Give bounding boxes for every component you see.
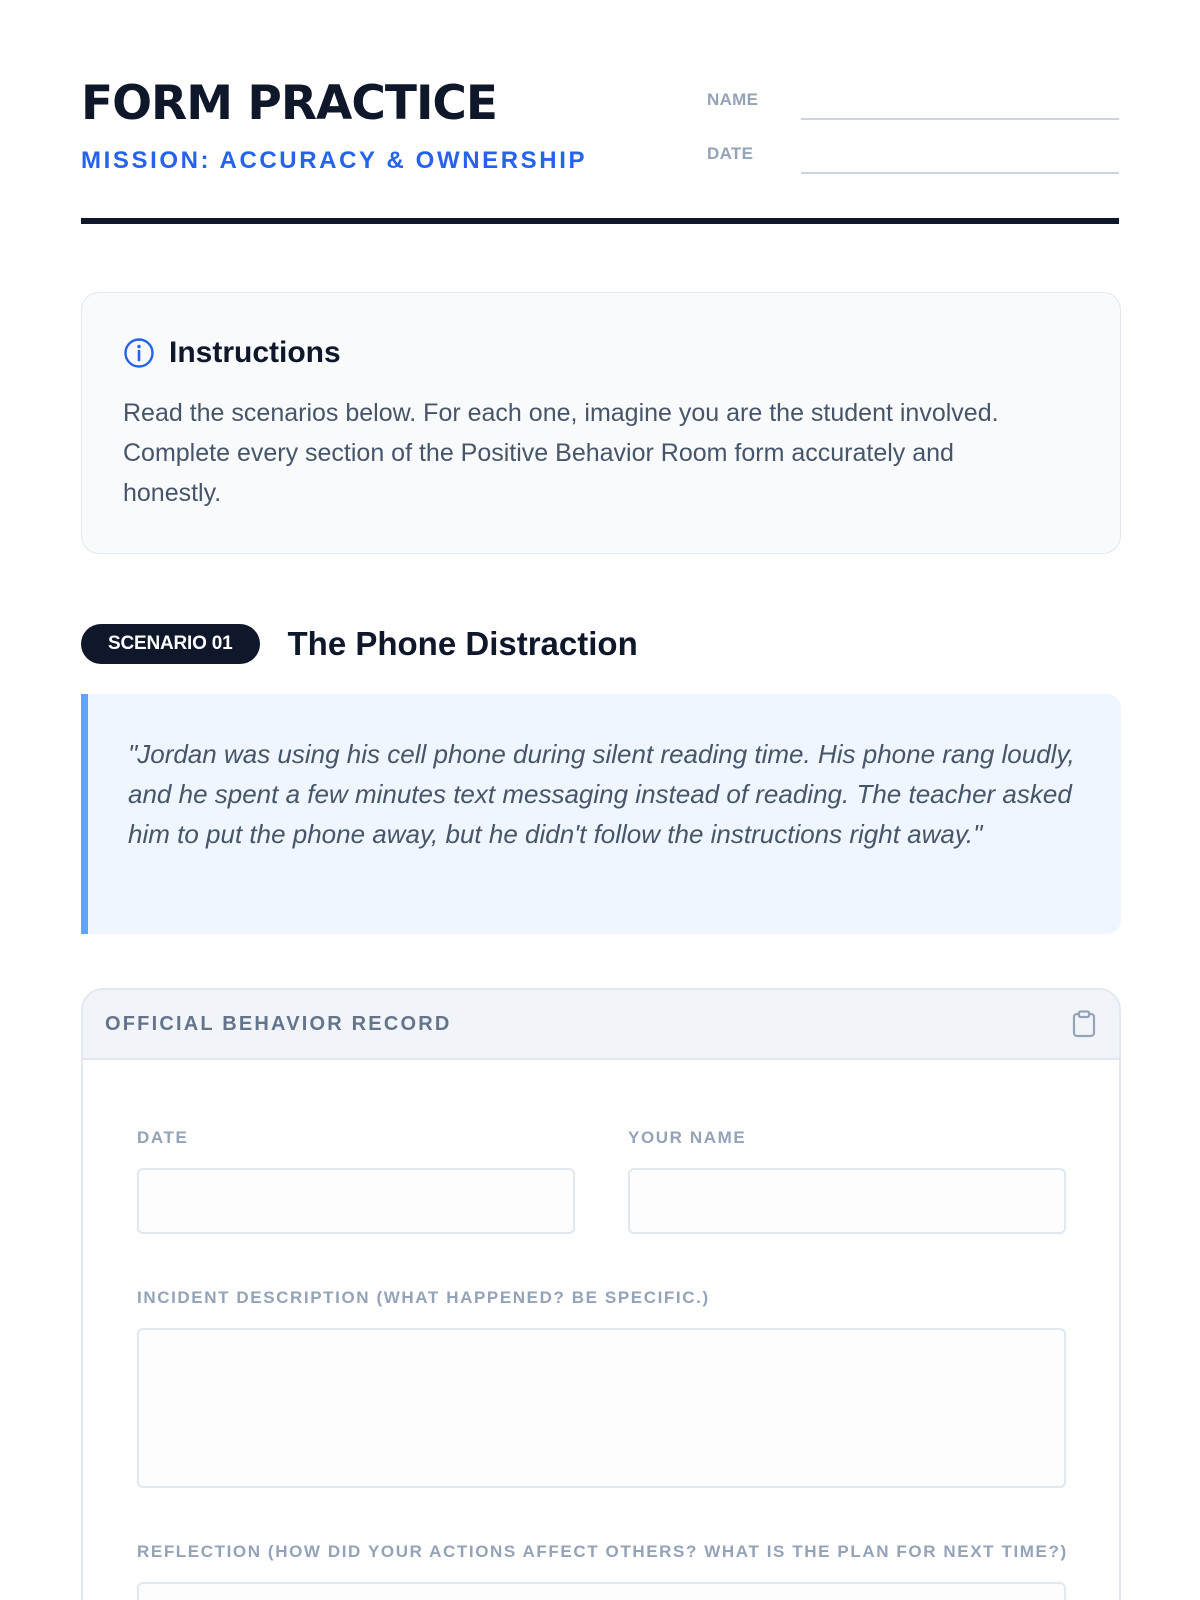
page-header (81, 0, 1119, 224)
reflection-textarea[interactable] (137, 1582, 1066, 1600)
date-field[interactable] (137, 1168, 575, 1234)
incident-description-label: INCIDENT DESCRIPTION (WHAT HAPPENED? BE SPECIFIC.) (137, 1288, 710, 1307)
page-subtitle: MISSION: ACCURACY & OWNERSHIP (81, 147, 588, 174)
reflection-label: REFLECTION (HOW DID YOUR ACTIONS AFFECT OTHERS? WHAT IS THE PLAN FOR NEXT TIME?) (137, 1542, 1068, 1561)
clipboard-icon (1071, 1010, 1097, 1038)
scenario-badge: SCENARIO 01 (81, 624, 260, 664)
date-field-label: DATE (137, 1128, 189, 1147)
form-header (83, 990, 1119, 1060)
your-name-field-label: YOUR NAME (628, 1128, 747, 1147)
scenario-heading (81, 624, 638, 664)
header-name-label: NAME (707, 90, 759, 109)
page-title: FORM PRACTICE (81, 76, 498, 131)
scenario-quote: "Jordan was using his cell phone during silent reading time. His phone rang loudly, and he spent a few minutes text messaging instead of reading. The teacher asked him to put the phone away, but he didn't follow the instructions right away." (81, 694, 1121, 934)
instructions-box (81, 292, 1121, 554)
your-name-field[interactable] (628, 1168, 1066, 1234)
instructions-text: Read the scenarios below. For each one, imagine you are the student involved. Complete every section of the Positive Behavior Room form accurately and honestly. (123, 399, 999, 507)
form-title: OFFICIAL BEHAVIOR RECORD (105, 1012, 452, 1035)
info-icon (123, 337, 155, 369)
scenario-title: The Phone Distraction (287, 625, 638, 662)
header-date-input[interactable] (801, 140, 1119, 174)
header-name-row (707, 86, 1119, 116)
header-date-row (707, 140, 1119, 170)
instructions-heading (123, 333, 1080, 373)
header-date-label: DATE (707, 144, 754, 163)
instructions-title: Instructions (169, 336, 341, 369)
behavior-record-form (81, 988, 1121, 1600)
header-name-input[interactable] (801, 86, 1119, 120)
incident-description-textarea[interactable] (137, 1328, 1066, 1488)
